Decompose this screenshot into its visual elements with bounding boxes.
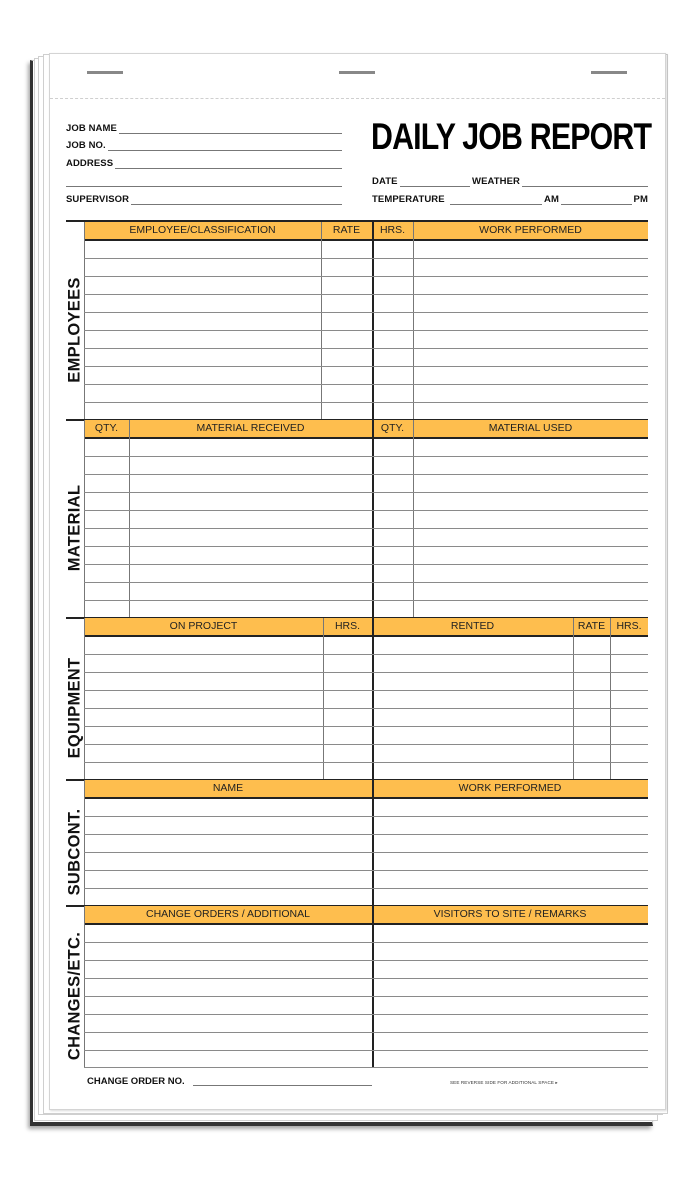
changes-header	[84, 906, 648, 925]
table-row[interactable]	[84, 330, 648, 331]
col-change-orders: CHANGE ORDERS / ADDITIONAL	[146, 908, 310, 920]
table-row[interactable]	[84, 744, 648, 745]
table-row[interactable]	[84, 654, 648, 655]
table-bottom	[84, 1067, 648, 1068]
col-visitors-remarks: VISITORS TO SITE / REMARKS	[433, 908, 587, 920]
address-label: ADDRESS	[66, 158, 114, 169]
weather-field[interactable]	[472, 176, 648, 187]
table-row[interactable]	[84, 816, 648, 817]
col-employee-classification: EMPLOYEE/CLASSIFICATION	[129, 224, 276, 236]
date-field[interactable]	[372, 176, 470, 187]
temperature-am-field[interactable]	[372, 194, 542, 205]
table-row[interactable]	[84, 978, 648, 979]
address-field[interactable]	[66, 158, 342, 169]
table-row[interactable]	[84, 996, 648, 997]
table-row[interactable]	[84, 600, 648, 601]
table-row[interactable]	[84, 870, 648, 871]
perforation-line	[50, 98, 665, 99]
am-label: AM	[544, 194, 559, 205]
table-row[interactable]	[84, 888, 648, 889]
table-row[interactable]	[84, 366, 648, 367]
table-row[interactable]	[84, 690, 648, 691]
col-rented-rate: RATE	[577, 620, 606, 632]
table-row[interactable]	[84, 276, 648, 277]
table-row[interactable]	[84, 456, 648, 457]
weather-label: WEATHER	[472, 176, 521, 187]
table-row[interactable]	[84, 672, 648, 673]
temperature-label: TEMPERATURE	[372, 194, 445, 205]
col-rented-hrs: HRS.	[616, 620, 642, 632]
table-row[interactable]	[84, 510, 648, 511]
col-qty-used: QTY.	[380, 422, 405, 434]
table-row[interactable]	[84, 1050, 648, 1051]
col-rate: RATE	[332, 224, 361, 236]
table-row[interactable]	[84, 582, 648, 583]
equipment-side-label: EQUIPMENT	[65, 657, 84, 759]
material-header	[84, 420, 648, 439]
table-row[interactable]	[84, 402, 648, 403]
table-row[interactable]	[84, 762, 648, 763]
supervisor-field[interactable]	[66, 194, 342, 205]
equipment-header	[84, 618, 648, 637]
col-material-received: MATERIAL RECEIVED	[196, 422, 305, 434]
change-order-no-field[interactable]	[193, 1085, 372, 1086]
table-row[interactable]	[84, 312, 648, 313]
hanger-slot-left	[87, 71, 123, 74]
table-row[interactable]	[84, 564, 648, 565]
temperature-pm-field[interactable]	[544, 194, 648, 205]
col-rented: RENTED	[450, 620, 495, 632]
col-material-used: MATERIAL USED	[488, 422, 573, 434]
col-project-hrs: HRS.	[334, 620, 361, 632]
table-row[interactable]	[84, 960, 648, 961]
col-work-performed: WORK PERFORMED	[458, 782, 562, 794]
col-name: NAME	[212, 782, 244, 794]
table-row[interactable]	[84, 942, 648, 943]
table-row[interactable]	[84, 1032, 648, 1033]
table-row[interactable]	[84, 726, 648, 727]
col-on-project: ON PROJECT	[169, 620, 238, 632]
table-row[interactable]	[84, 1014, 648, 1015]
address-line-2[interactable]	[66, 186, 342, 187]
subcont-side-label: SUBCONT.	[65, 808, 84, 896]
table-row[interactable]	[84, 528, 648, 529]
table-row[interactable]	[84, 852, 648, 853]
job-no-field[interactable]	[66, 140, 342, 151]
subcont-header	[84, 780, 648, 799]
pm-label: PM	[633, 194, 648, 205]
table-row[interactable]	[84, 474, 648, 475]
hanger-slot-right	[591, 71, 627, 74]
col-qty-received: QTY.	[94, 422, 119, 434]
material-side-label: MATERIAL	[65, 484, 84, 571]
table-row[interactable]	[84, 258, 648, 259]
hanger-slot-center	[339, 71, 375, 74]
table-row[interactable]	[84, 708, 648, 709]
changes-side-label: CHANGES/ETC.	[65, 931, 84, 1061]
page-title: DAILY JOB REPORT	[371, 116, 652, 157]
table-row[interactable]	[84, 834, 648, 835]
table-row[interactable]	[84, 294, 648, 295]
job-name-label: JOB NAME	[66, 123, 117, 134]
employees-header	[84, 222, 648, 241]
job-name-field[interactable]	[66, 123, 342, 134]
col-hrs: HRS.	[379, 224, 406, 236]
table-row[interactable]	[84, 384, 648, 385]
table-row[interactable]	[84, 492, 648, 493]
supervisor-label: SUPERVISOR	[66, 194, 130, 205]
table-row[interactable]	[84, 348, 648, 349]
reverse-side-note: SEE REVERSE SIDE FOR ADDITIONAL SPACE ▸	[450, 1080, 558, 1085]
job-no-label: JOB NO.	[66, 140, 106, 151]
date-label: DATE	[372, 176, 398, 187]
employees-side-label: EMPLOYEES	[65, 276, 84, 383]
col-work-performed: WORK PERFORMED	[479, 224, 582, 236]
change-order-no-label: CHANGE ORDER NO.	[87, 1076, 185, 1087]
table-row[interactable]	[84, 546, 648, 547]
